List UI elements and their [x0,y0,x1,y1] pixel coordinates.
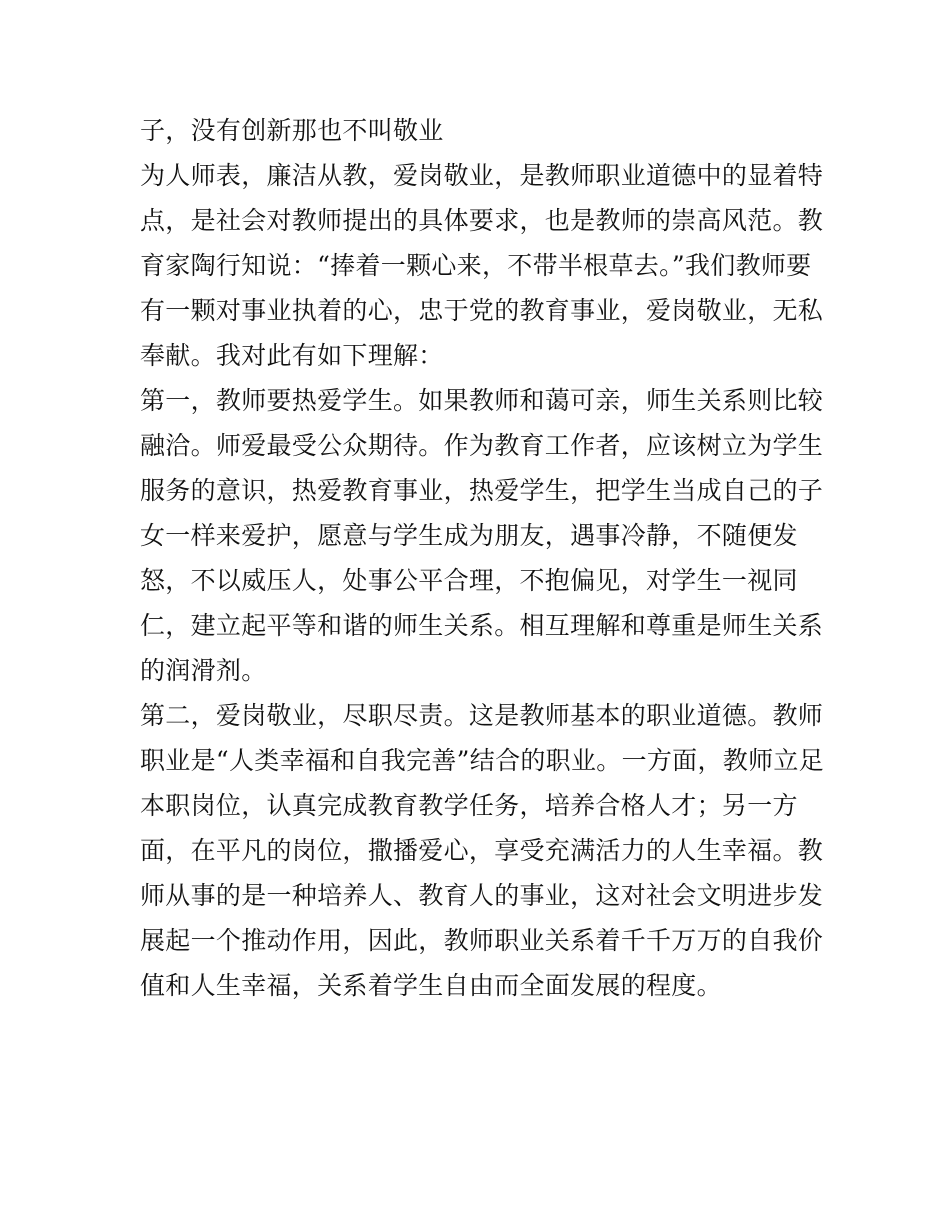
text-line: 有一颗对事业执着的心，忠于党的教育事业，爱岗敬业，无私 [140,296,824,325]
text-line: 展起一个推动作用，因此，教师职业关系着千千万万的自我价 [140,926,824,955]
text-line: 点，是社会对教师提出的具体要求，也是教师的崇高风范。教 [140,206,824,235]
text-line: 子，没有创新那也不叫敬业 [140,116,444,145]
text-line: 奉献。我对此有如下理解： [140,341,444,370]
text-line: 为人师表，廉洁从教，爱岗敬业，是教师职业道德中的显着特 [140,161,824,190]
text-line: 服务的意识，热爱教育事业，热爱学生，把学生当成自己的子 [140,476,824,505]
text-line: 本职岗位，认真完成教育教学任务，培养合格人才；另一方 [140,791,798,820]
text-line: 职业是“人类幸福和自我完善”结合的职业。一方面，教师立足 [140,746,824,775]
text-line: 融洽。师爱最受公众期待。作为教育工作者，应该树立为学生 [140,431,824,460]
text-line: 育家陶行知说：“捧着一颗心来，不带半根草去。”我们教师要 [140,251,812,280]
body-text [140,108,824,1008]
text-line: 值和人生幸福，关系着学生自由而全面发展的程度。 [140,971,722,1000]
text-line: 第二，爱岗敬业，尽职尽责。这是教师基本的职业道德。教师 [140,701,824,730]
text-line: 面，在平凡的岗位，撒播爱心，享受充满活力的人生幸福。教 [140,836,824,865]
text-line: 第一，教师要热爱学生。如果教师和蔼可亲，师生关系则比较 [140,386,824,415]
text-line: 怒，不以威压人，处事公平合理，不抱偏见，对学生一视同 [140,566,798,595]
text-line: 的润滑剂。 [140,656,267,685]
text-line: 女一样来爱护，愿意与学生成为朋友，遇事冷静，不随便发 [140,521,798,550]
text-line: 师从事的是一种培养人、教育人的事业，这对社会文明进步发 [140,881,824,910]
text-line: 仁，建立起平等和谐的师生关系。相互理解和尊重是师生关系 [140,611,824,640]
